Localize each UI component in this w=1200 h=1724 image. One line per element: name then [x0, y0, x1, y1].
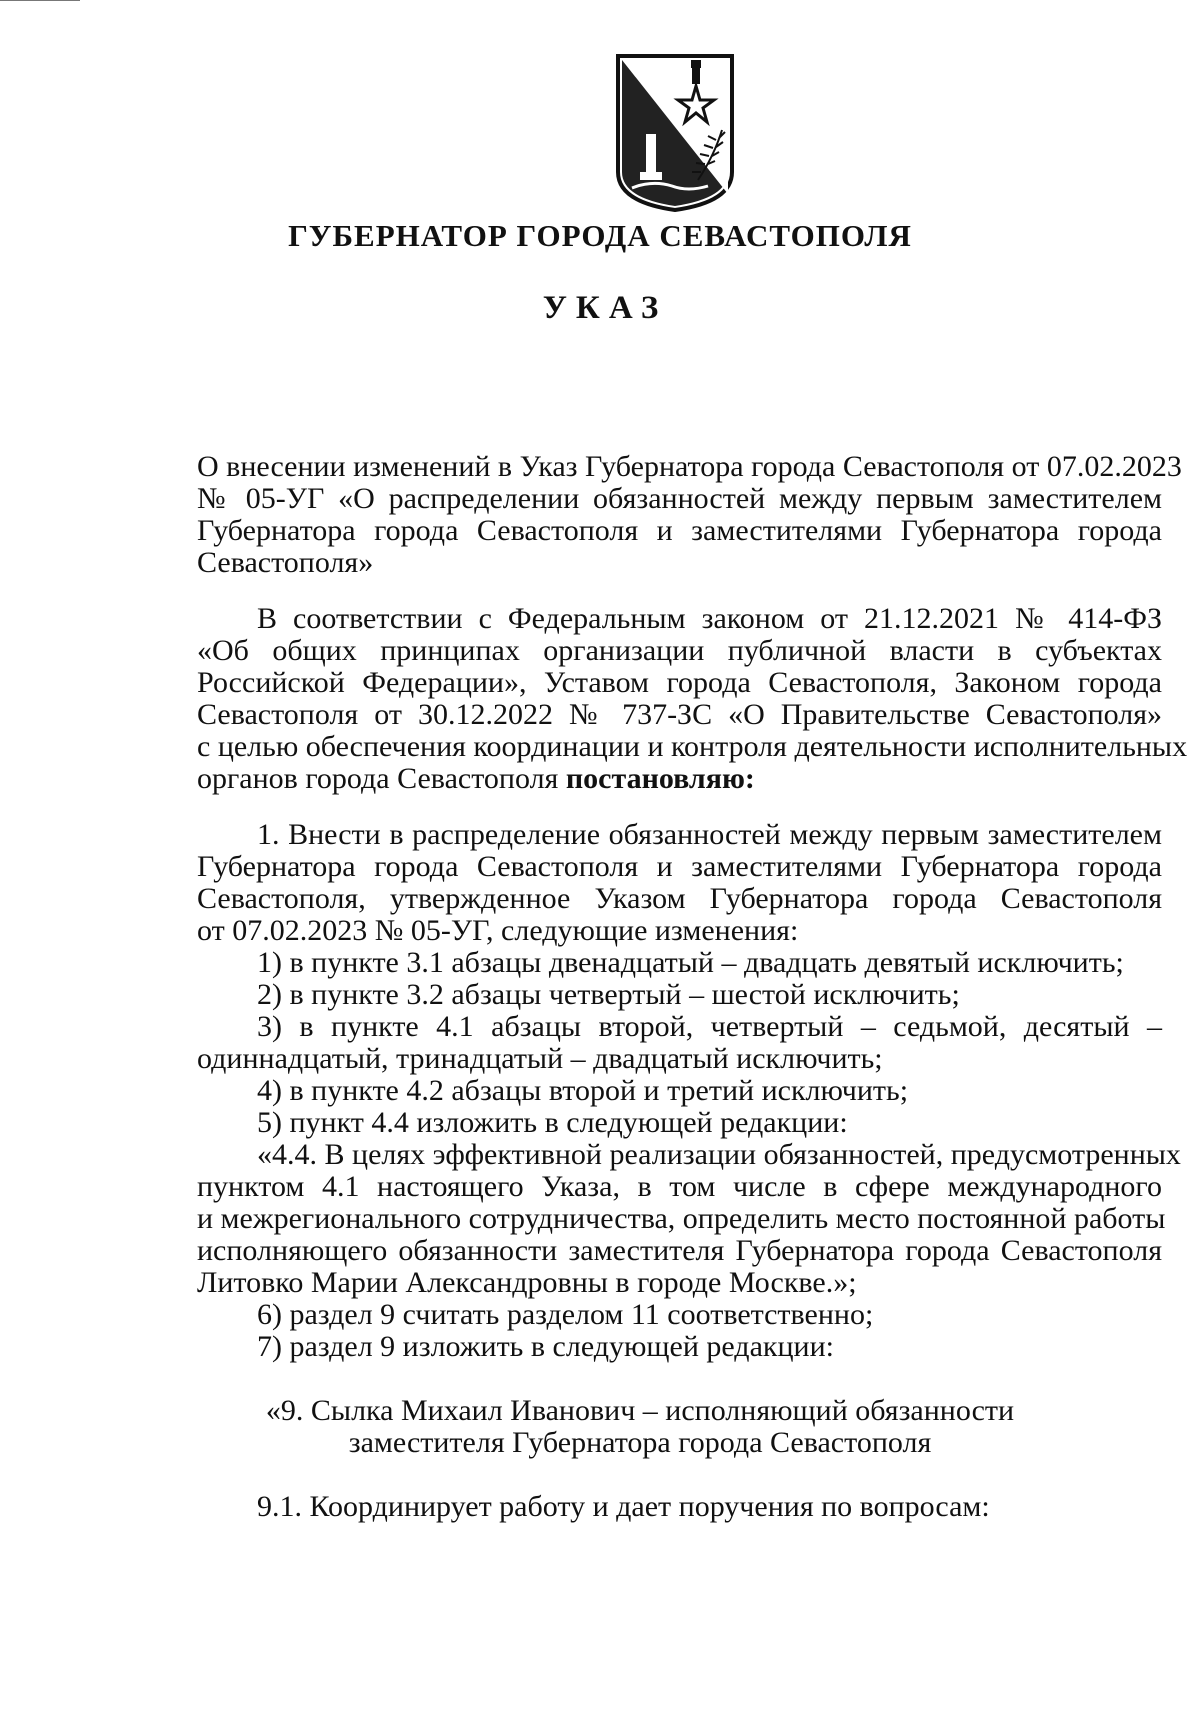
preamble-line: с целью обеспечения координации и контроля деятельности исполнительных [197, 730, 1188, 763]
preamble-line: «Об общих принципах организации публичной власти в субъектах [197, 634, 1162, 667]
issuing-authority-heading: ГУБЕРНАТОР ГОРОДА СЕВАСТОПОЛЯ [288, 218, 912, 253]
body-line: 2) в пункте 3.2 абзацы четвертый – шестой исключить; [257, 978, 960, 1011]
section-heading-line: «9. Сылка Михаил Иванович – исполняющий обязанности [265, 1394, 1015, 1427]
scan-edge-mark [0, 0, 80, 1]
body-line: одиннадцатый, тринадцатый – двадцатый исключить; [197, 1042, 883, 1075]
body-line: от 07.02.2023 № 05-УГ, следующие изменения: [197, 914, 799, 947]
preamble-line: Российской Федерации», Уставом города Севастополя, Законом города [197, 666, 1162, 699]
body-line: исполняющего обязанности заместителя Губернатора города Севастополя [197, 1234, 1162, 1267]
body-line: 6) раздел 9 считать разделом 11 соответственно; [257, 1298, 874, 1331]
body-line: 5) пункт 4.4 изложить в следующей редакции: [257, 1106, 848, 1139]
body-line: 3) в пункте 4.1 абзацы второй, четвертый – седьмой, десятый – [257, 1010, 1162, 1043]
body-line: пунктом 4.1 настоящего Указа, в том числе в сфере международного [197, 1170, 1162, 1203]
body-line: 4) в пункте 4.2 абзацы второй и третий исключить; [257, 1074, 909, 1107]
decree-title-line: № 05-УГ «О распределении обязанностей между первым заместителем [197, 482, 1162, 515]
body-line: Литовко Марии Александровны в городе Москве.»; [197, 1266, 857, 1299]
sevastopol-coat-of-arms-emblem [612, 52, 738, 214]
body-line: Губернатора города Севастополя и заместителями Губернатора города [197, 850, 1162, 883]
body-line: 1) в пункте 3.1 абзацы двенадцатый – двадцать девятый исключить; [257, 946, 1124, 979]
decree-title-line: Губернатора города Севастополя и заместителями Губернатора города [197, 514, 1162, 547]
section-heading-line: заместителя Губернатора города Севастополя [348, 1426, 932, 1459]
body-line: и межрегионального сотрудничества, определить место постоянной работы [197, 1202, 1166, 1235]
body-line: Севастополя, утвержденное Указом Губернатора города Севастополя [197, 882, 1162, 915]
body-line: «4.4. В целях эффективной реализации обязанностей, предусмотренных [257, 1138, 1181, 1171]
decree-title-line: Севастополя» [197, 546, 374, 579]
document-type-heading: УКАЗ [542, 290, 668, 326]
subsection-line: 9.1. Координирует работу и дает поручения по вопросам: [257, 1490, 990, 1523]
decree-title-line: О внесении изменений в Указ Губернатора города Севастополя от 07.02.2023 [197, 450, 1182, 483]
body-line: 1. Внести в распределение обязанностей между первым заместителем [257, 818, 1162, 851]
resolves-keyword: постановляю: [565, 762, 755, 795]
preamble-line: Севастополя от 30.12.2022 № 737-ЗС «О Правительстве Севастополя» [197, 698, 1162, 731]
preamble-line-last [197, 761, 1162, 797]
body-line: 7) раздел 9 изложить в следующей редакции: [257, 1330, 834, 1363]
preamble-line: В соответствии с Федеральным законом от 21.12.2021 № 414-ФЗ [257, 602, 1162, 635]
preamble-line-text: органов города Севастополя [197, 762, 559, 795]
